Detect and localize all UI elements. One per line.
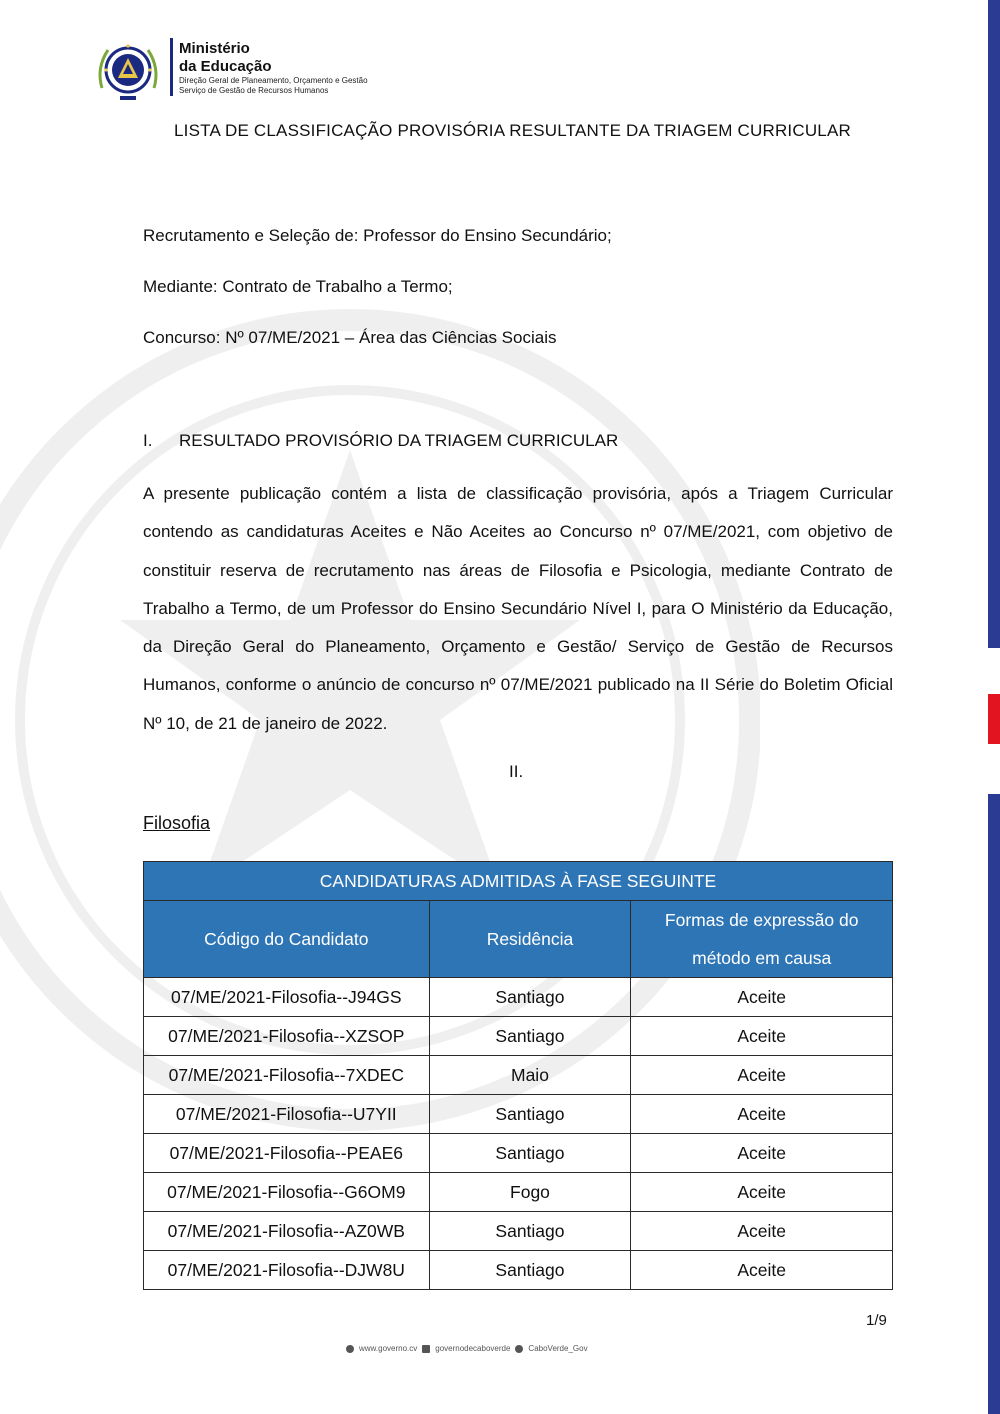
facebook-icon — [422, 1345, 430, 1353]
intro-paragraph: A presente publicação contém a lista de classificação provisória, após a Triagem Curricular contendo as candidaturas Aceites e Não Aceites ao Concurso nº 07/ME/2021, com objetivo de constituir reserva de recrutamento nas áreas de Filosofia e Psicologia, mediante Contrato de Trabalho a Termo, de um Professor do Ensino Secundário Nível I, para O Ministério da Educação, da Direção Geral do Planeamento, Orçamento e Gestão/ Serviço de Gestão de Recursos Humanos, conforme o anúncio de concurso nº 07/ME/2021 publicado na II Série do Boletim Oficial Nº 10, de 21 de janeiro de 2022. — [143, 484, 893, 733]
ministry-emblem-icon — [92, 38, 164, 110]
residence: Fogo — [429, 1173, 631, 1212]
section-title: RESULTADO PROVISÓRIO DA TRIAGEM CURRICULAR — [179, 431, 619, 450]
residence: Maio — [429, 1056, 631, 1095]
table-row — [144, 1173, 893, 1212]
contract-field: Mediante: Contrato de Trabalho a Termo; — [143, 277, 453, 296]
candidate-code: 07/ME/2021-Filosofia--G6OM9 — [144, 1173, 430, 1212]
section-number: II. — [509, 762, 524, 781]
table-row — [144, 1134, 893, 1173]
table-row — [144, 1017, 893, 1056]
status: Aceite — [631, 1017, 893, 1056]
candidate-code: 07/ME/2021-Filosofia--U7YII — [144, 1095, 430, 1134]
edge-stripe-red — [988, 694, 1000, 744]
footer-facebook[interactable]: governodecaboverde — [435, 1344, 511, 1353]
edge-stripe-blue — [988, 794, 1000, 1414]
department-line: Direção Geral de Planeamento, Orçamento e Gestão — [179, 76, 368, 85]
ministry-name-line2: da Educação — [179, 58, 272, 75]
contest-field: Concurso: Nº 07/ME/2021 – Área das Ciências Sociais — [143, 328, 557, 347]
section-heading — [143, 431, 618, 451]
edge-stripe-blue — [988, 0, 1000, 648]
table-row — [144, 978, 893, 1017]
footer — [346, 1344, 588, 1353]
column-header: Formas de expressão do método em causa — [631, 901, 893, 978]
admitted-candidates-table — [143, 861, 893, 1290]
candidate-code: 07/ME/2021-Filosofia--AZ0WB — [144, 1212, 430, 1251]
residence: Santiago — [429, 1212, 631, 1251]
table-row — [144, 1251, 893, 1290]
candidate-code: 07/ME/2021-Filosofia--DJW8U — [144, 1251, 430, 1290]
ministry-brand — [170, 38, 368, 96]
residence: Santiago — [429, 1134, 631, 1173]
table-row — [144, 1095, 893, 1134]
residence: Santiago — [429, 1251, 631, 1290]
residence: Santiago — [429, 1095, 631, 1134]
service-line: Serviço de Gestão de Recursos Humanos — [179, 86, 329, 95]
candidate-code: 07/ME/2021-Filosofia--PEAE6 — [144, 1134, 430, 1173]
globe-icon — [346, 1345, 354, 1353]
candidate-code: 07/ME/2021-Filosofia--7XDEC — [144, 1056, 430, 1095]
candidate-code: 07/ME/2021-Filosofia--J94GS — [144, 978, 430, 1017]
header — [92, 38, 368, 110]
section-number: I. — [143, 431, 153, 450]
status: Aceite — [631, 1251, 893, 1290]
status: Aceite — [631, 1056, 893, 1095]
status: Aceite — [631, 1173, 893, 1212]
twitter-icon — [515, 1345, 523, 1353]
footer-website[interactable]: www.governo.cv — [359, 1344, 418, 1353]
status: Aceite — [631, 978, 893, 1017]
candidate-code: 07/ME/2021-Filosofia--XZSOP — [144, 1017, 430, 1056]
status: Aceite — [631, 1212, 893, 1251]
status: Aceite — [631, 1134, 893, 1173]
ministry-name-line1: Ministério — [179, 40, 250, 57]
page-number: 1/9 — [866, 1312, 887, 1329]
table-row — [144, 1212, 893, 1251]
table-row — [144, 1056, 893, 1095]
recruitment-field: Recrutamento e Seleção de: Professor do Ensino Secundário; — [143, 226, 612, 245]
status: Aceite — [631, 1095, 893, 1134]
residence: Santiago — [429, 1017, 631, 1056]
column-header: Código do Candidato — [144, 901, 430, 978]
column-header: Residência — [429, 901, 631, 978]
document-title: LISTA DE CLASSIFICAÇÃO PROVISÓRIA RESULTANTE DA TRIAGEM CURRICULAR — [174, 121, 851, 140]
footer-twitter[interactable]: CaboVerde_Gov — [528, 1344, 588, 1353]
subject-heading: Filosofia — [143, 813, 211, 833]
table-caption: CANDIDATURAS ADMITIDAS À FASE SEGUINTE — [144, 862, 893, 901]
residence: Santiago — [429, 978, 631, 1017]
